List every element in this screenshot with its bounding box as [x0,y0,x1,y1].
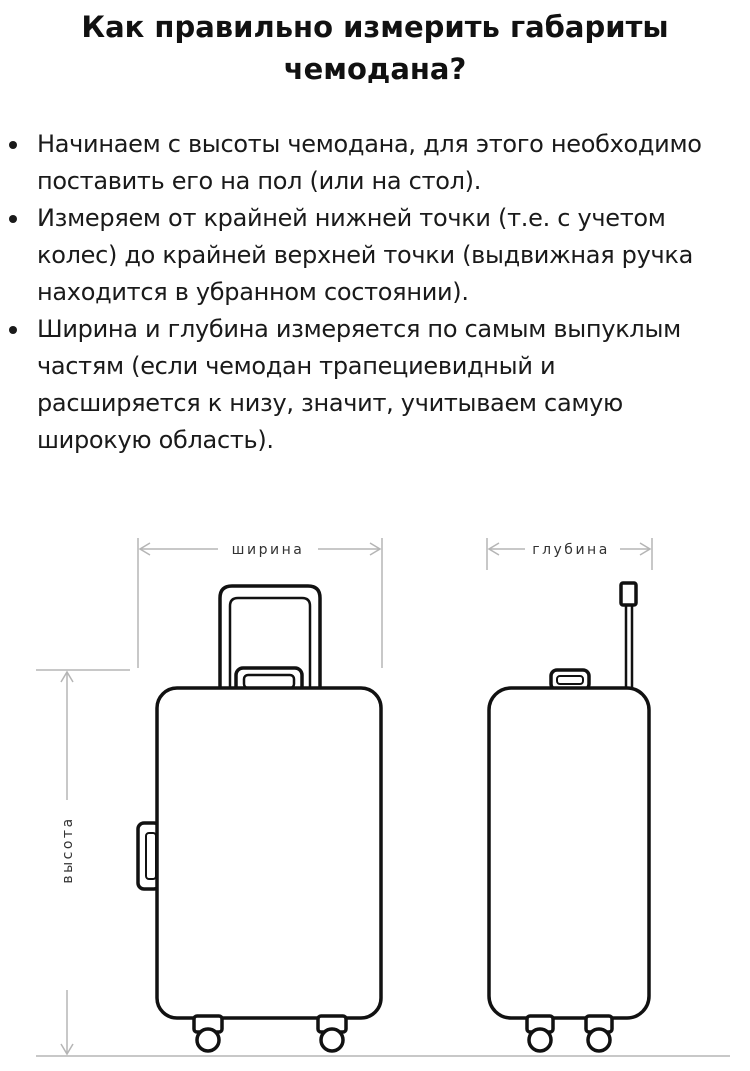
list-item-line: поставить его на пол (или на стол). [37,167,482,195]
bullet-icon [9,326,17,334]
suitcase-front-view [138,586,381,1051]
bullet-icon [9,215,17,223]
list-item-line: Измеряем от крайней нижней точки (т.е. с учетом [37,204,666,232]
list-item-text [37,126,750,200]
bullet-icon [9,141,17,149]
list-item-line: широкую область). [37,426,274,454]
list-item-line: расширяется к низу, значит, учитываем самую [37,389,623,417]
height-label: высота [60,816,76,884]
title-line: Как правильно измерить габариты [81,10,669,44]
list-item-text [37,311,750,459]
list-item-text [37,200,750,311]
list-item-line: частям (если чемодан трапециевидный и [37,352,556,380]
list-item-line: находится в убранном состоянии). [37,278,469,306]
page-title [0,6,750,90]
list-item-line: колес) до крайней верхней точки (выдвижная ручка [37,241,693,269]
suitcase-dimensions-diagram [0,520,750,1071]
list-item-line: Начинаем с высоты чемодана, для этого необходимо [37,130,702,158]
width-label: ширина [231,542,305,558]
title-line: чемодана? [283,52,467,86]
list-item [0,200,750,311]
list-item [0,126,750,200]
list-item-line: Ширина и глубина измеряется по самым выпуклым [37,315,681,343]
instructions-list [0,126,750,459]
suitcase-side-view [489,583,649,1051]
depth-label: глубина [532,542,610,558]
list-item [0,311,750,459]
